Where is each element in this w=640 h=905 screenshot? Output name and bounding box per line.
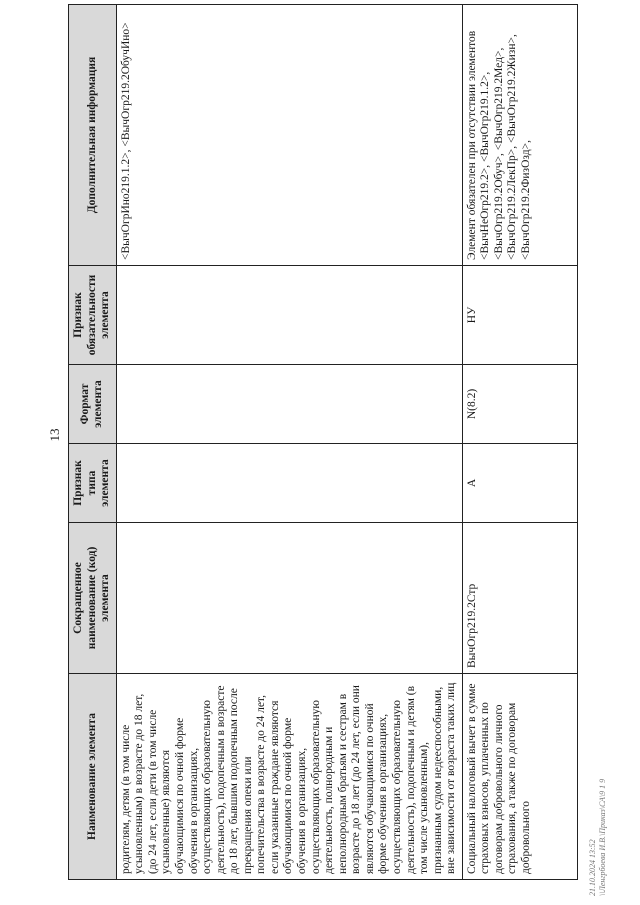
cell-name: родителям, детям (в том числе усыновленным) в возрасте до 18 лет, (до 24 лет, если дети (в том числе усыновленные) являются обучающимися по очной форме обучения в организациях, осуществляющих образовательную деятельность), подопечным в возрасте до 18 лет, бывшим подопечным после прекращения опеки или попечительства в возрасте до 24 лет, если указанные граждане являются обучающимися по очной форме обучения в организациях, осуществляющих образовательную деятельность, полнородным и неполнородным братьям и сестрам в возрасте до 18 лет (до 24 лет, если они являются обучающимися по очной форме обучения в организациях, осуществляющих образовательную деятельность), подопечным и детям (в том числе усыновленным), признанным судом недееспособными, вне зависимости от возраста таких лиц <box>116 674 462 880</box>
cell-code: ВычОгр219.2Стр <box>462 523 577 674</box>
cell-required: НУ <box>462 266 577 365</box>
cell-type <box>116 444 462 523</box>
cell-name: Социальный налоговый вычет в сумме страховых взносов, уплаченных по договорам добровольного личного страхования, а также по договорам добровольного <box>462 674 577 880</box>
table-header-row <box>69 5 117 880</box>
cell-code <box>116 523 462 674</box>
elements-table <box>68 4 578 880</box>
print-stamp <box>584 778 624 900</box>
header-info: Дополнительная информация <box>69 5 117 266</box>
table-row <box>116 5 462 880</box>
cell-info: <ВычОгрИно219.1.2>, <ВычОгр219.2ОбучИно> <box>116 5 462 266</box>
page-number: 13 <box>47 428 62 442</box>
table-row <box>462 5 577 880</box>
header-format: Формат элемента <box>69 365 117 444</box>
cell-format <box>116 365 462 444</box>
rotated-table-container <box>68 22 578 880</box>
header-required: Признак обязательности элемента <box>69 266 117 365</box>
cell-required <box>116 266 462 365</box>
header-type: Признак типа элемента <box>69 444 117 523</box>
cell-info: Элемент обязателен при отсутствии элементов <ВычНеОгр219.2>, <ВычОгр219.1.2>, <ВычОгр219.2Обуч>, <ВычОгр219.2Мед>, <ВычОгр219.2ЛекПр>, <ВычОгр219.2Жизн>, <ВычОгр219.2ФизОзд>, <box>462 5 577 266</box>
stamp-date: 21.10.2024 13:52 <box>588 839 597 896</box>
stamp-path: \\Ленгрбоева И.В.\Приказ\СА\9 1 9 <box>598 778 607 896</box>
header-name: Наименование элемента <box>69 674 117 880</box>
header-code: Сокращенное наименование (код) элемента <box>69 523 117 674</box>
cell-format: N(8.2) <box>462 365 577 444</box>
cell-type: А <box>462 444 577 523</box>
